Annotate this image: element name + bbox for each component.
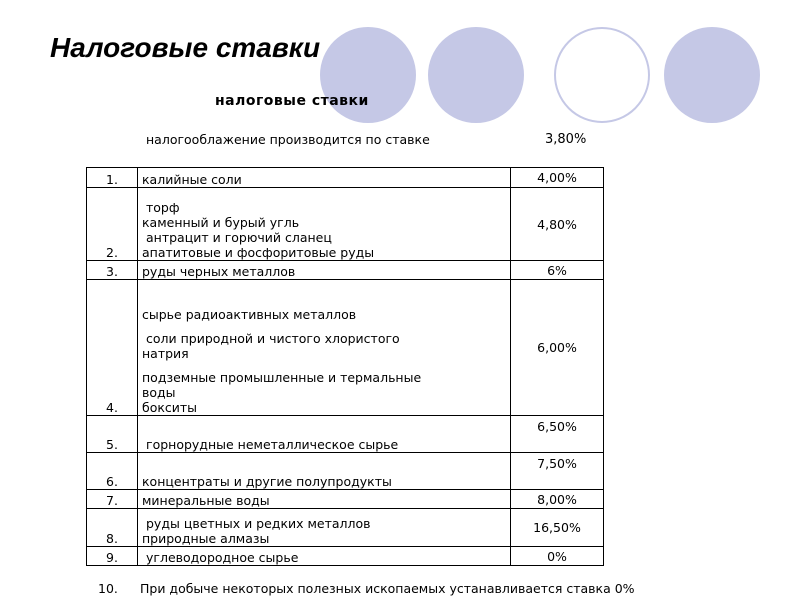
row-name — [138, 280, 511, 416]
row-name — [138, 453, 511, 490]
table-row — [87, 188, 604, 261]
row-name — [138, 547, 511, 566]
row-number: 8. — [87, 509, 138, 547]
row-rate: 7,50% — [511, 453, 604, 490]
row-name-line: углеводородное сырье — [146, 550, 299, 565]
footnote-number: 10. — [98, 581, 118, 596]
row-name — [138, 509, 511, 547]
tax-rates-table — [86, 167, 604, 566]
row-name-line: руды цветных и редких металлов — [146, 516, 371, 531]
row-number: 5. — [87, 416, 138, 453]
row-number: 7. — [87, 490, 138, 509]
footnote — [98, 581, 635, 596]
row-name-line: концентраты и другие полупродукты — [142, 474, 392, 489]
table-row — [87, 280, 604, 416]
row-rate: 0% — [511, 547, 604, 566]
table-row — [87, 490, 604, 509]
table-row — [87, 416, 604, 453]
doc-heading: налоговые ставки — [215, 93, 369, 109]
row-rate: 6% — [511, 261, 604, 280]
decor-circle-4 — [664, 27, 760, 123]
slide-title: Налоговые ставки — [50, 32, 321, 63]
table-row — [87, 547, 604, 566]
row-number: 9. — [87, 547, 138, 566]
intro-rate: 3,80% — [545, 132, 587, 147]
row-rate: 4,00% — [511, 168, 604, 188]
table-row — [87, 509, 604, 547]
row-name-line: подземные промышленные и термальные — [142, 370, 422, 385]
row-name-line: минеральные воды — [142, 493, 270, 508]
table-row — [87, 453, 604, 490]
intro-text: налогооблажение производится по ставке — [146, 132, 430, 147]
row-number: 2. — [87, 188, 138, 261]
row-name-line: калийные соли — [142, 172, 242, 187]
row-name — [138, 261, 511, 280]
row-number: 6. — [87, 453, 138, 490]
row-name-line: горнорудные неметаллическое сырье — [146, 437, 399, 452]
row-rate: 4,80% — [511, 188, 604, 261]
row-name-line: сырье радиоактивных металлов — [142, 307, 357, 322]
row-name-line: торф — [146, 200, 180, 215]
decor-circle-3 — [554, 27, 650, 123]
row-name-line: натрия — [142, 346, 189, 361]
row-number: 1. — [87, 168, 138, 188]
row-name-line: антрацит и горючий сланец — [146, 230, 332, 245]
row-number: 4. — [87, 280, 138, 416]
row-name-line: соли природной и чистого хлористого — [146, 331, 400, 346]
row-rate: 6,50% — [511, 416, 604, 453]
row-rate: 16,50% — [511, 509, 604, 547]
row-name — [138, 168, 511, 188]
row-rate: 8,00% — [511, 490, 604, 509]
row-rate: 6,00% — [511, 280, 604, 416]
row-name — [138, 490, 511, 509]
row-name-line: руды черных металлов — [142, 264, 296, 279]
row-name-line: бокситы — [142, 400, 198, 415]
decor-circle-2 — [428, 27, 524, 123]
row-name-line: каменный и бурый угль — [142, 215, 300, 230]
table-row — [87, 261, 604, 280]
row-name — [138, 416, 511, 453]
row-name — [138, 188, 511, 261]
row-name-line: природные алмазы — [142, 531, 270, 546]
row-name-line: апатитовые и фосфоритовые руды — [142, 245, 375, 260]
row-name-line: воды — [142, 385, 176, 400]
table-row — [87, 168, 604, 188]
row-number: 3. — [87, 261, 138, 280]
footnote-text: При добыче некоторых полезных ископаемых устанавливается ставка 0% — [140, 581, 635, 596]
